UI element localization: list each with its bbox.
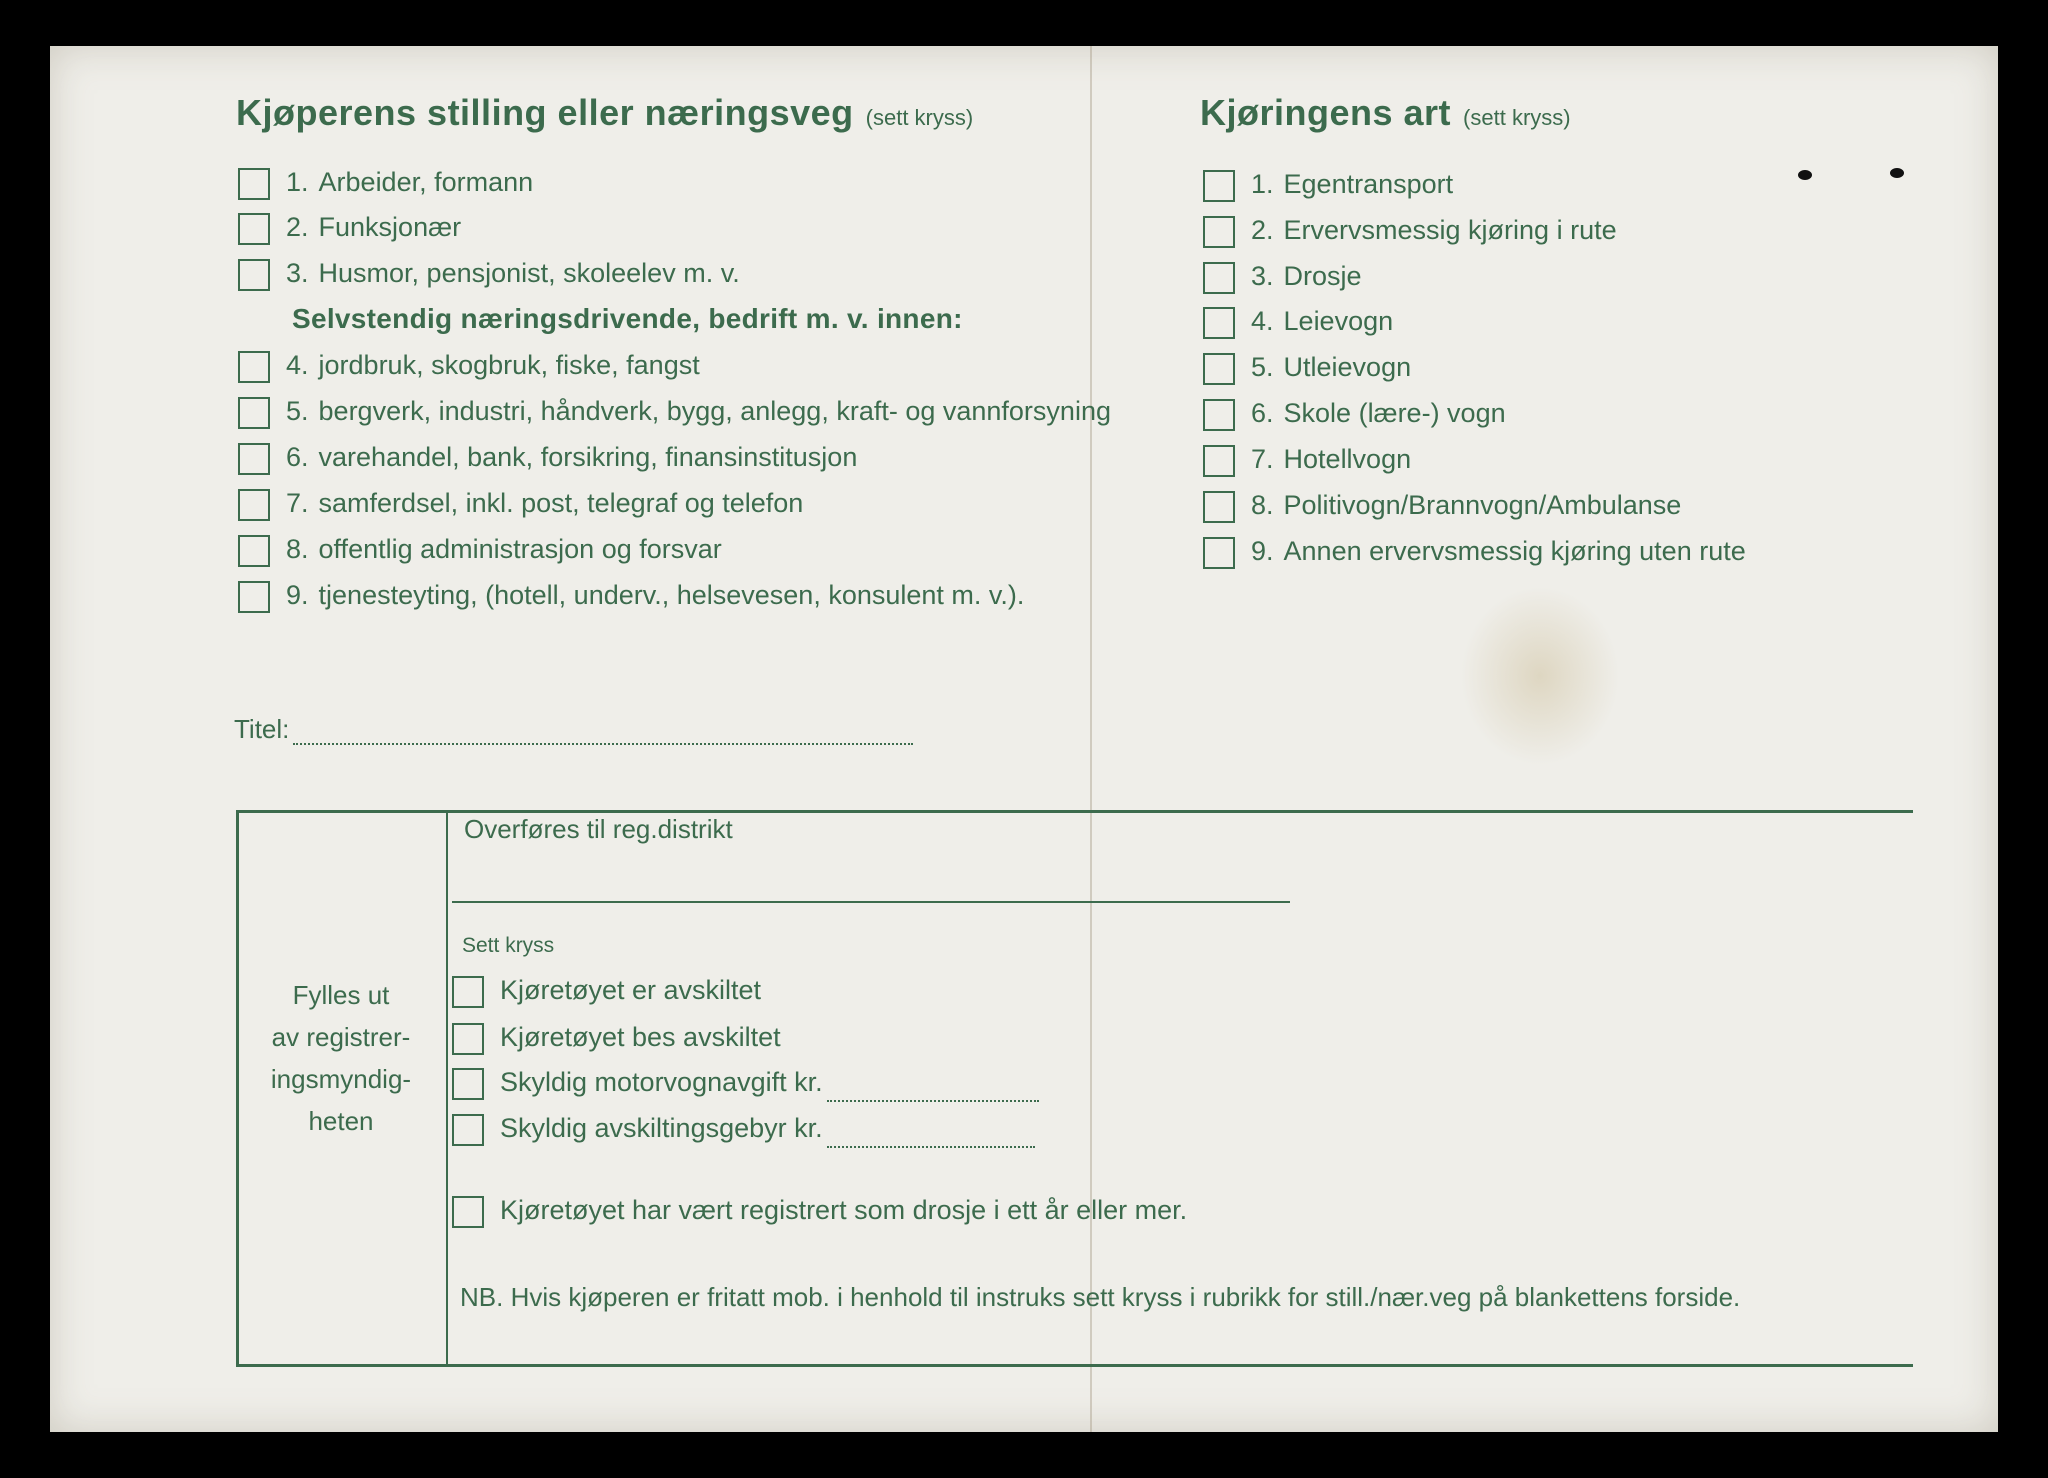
option-number: 4.	[1251, 306, 1274, 336]
option-number: 6.	[286, 442, 309, 472]
checkbox[interactable]	[1203, 262, 1235, 294]
checkbox[interactable]	[1203, 445, 1235, 477]
frame-border-left	[236, 810, 239, 1367]
ink-spot	[1890, 168, 1904, 178]
checkbox[interactable]	[238, 443, 270, 475]
checkbox[interactable]	[1203, 216, 1235, 248]
authority-check-plate-fee[interactable]	[452, 1108, 1035, 1148]
checkbox[interactable]	[238, 581, 270, 613]
option-label: bergverk, industri, håndverk, bygg, anlegg, kraft- og vannforsyning	[318, 396, 1111, 426]
checkbox[interactable]	[238, 535, 270, 567]
title-label: Titel:	[234, 714, 290, 744]
option-number: 6.	[1251, 398, 1274, 428]
driving-option-9[interactable]	[1203, 531, 1746, 571]
checkbox[interactable]	[1203, 491, 1235, 523]
driving-type-note: (sett kryss)	[1463, 105, 1571, 130]
checkbox[interactable]	[238, 259, 270, 291]
option-number: 9.	[1251, 536, 1274, 566]
check-instruction: Sett kryss	[462, 934, 555, 957]
option-number: 5.	[286, 396, 309, 426]
option-label: Ervervsmessig kjøring i rute	[1283, 215, 1617, 245]
option-label: Arbeider, formann	[318, 167, 534, 197]
nb-note: NB. Hvis kjøperen er fritatt mob. i henhold til instruks sett kryss i rubrikk for still./nær.veg på blankettens forside.	[460, 1282, 1741, 1312]
driving-option-5[interactable]	[1203, 347, 1411, 387]
option-label: Utleievogn	[1283, 352, 1412, 382]
checkbox[interactable]	[1203, 537, 1235, 569]
buyer-occupation-heading	[236, 92, 973, 134]
driving-option-8[interactable]	[1203, 485, 1681, 525]
option-number: 1.	[1251, 169, 1274, 199]
option-number: 3.	[286, 258, 309, 288]
occupation-option-6[interactable]	[238, 437, 857, 477]
option-number: 1.	[286, 167, 309, 197]
option-number: 5.	[1251, 352, 1274, 382]
check-label: Kjøretøyet er avskiltet	[500, 975, 762, 1005]
checkbox[interactable]	[238, 168, 270, 200]
driving-option-4[interactable]	[1203, 301, 1393, 341]
checkbox[interactable]	[1203, 399, 1235, 431]
side-label-line: av registrer-	[271, 1022, 411, 1052]
frame-border-bottom	[236, 1364, 1913, 1367]
option-label: Husmor, pensjonist, skoleelev m. v.	[318, 258, 740, 288]
occupation-option-5[interactable]	[238, 391, 1111, 431]
transfer-district-input-line[interactable]	[452, 901, 1290, 903]
check-label: Kjøretøyet har vært registrert som drosje i ett år eller mer.	[500, 1195, 1188, 1225]
authority-side-label	[250, 974, 432, 1142]
checkbox[interactable]	[1203, 170, 1235, 202]
authority-check-request-deregister[interactable]	[452, 1017, 781, 1057]
checkbox[interactable]	[452, 1068, 484, 1100]
option-label: jordbruk, skogbruk, fiske, fangst	[318, 350, 700, 380]
title-input-line[interactable]	[293, 721, 913, 745]
option-number: 3.	[1251, 261, 1274, 291]
checkbox[interactable]	[238, 397, 270, 429]
check-label: Skyldig motorvognavgift kr.	[500, 1067, 823, 1097]
frame-divider	[446, 810, 448, 1367]
option-label: Funksjonær	[318, 212, 462, 242]
checkbox[interactable]	[452, 1196, 484, 1228]
occupation-option-7[interactable]	[238, 483, 803, 523]
occupation-option-1[interactable]	[238, 162, 533, 202]
check-label: Kjøretøyet bes avskiltet	[500, 1022, 781, 1052]
side-label-line: Fylles ut	[292, 980, 390, 1010]
self-employed-subheading: Selvstendig næringsdrivende, bedrift m. v. innen:	[292, 303, 963, 334]
transfer-district-label: Overføres til reg.distrikt	[464, 814, 733, 844]
occupation-option-4[interactable]	[238, 345, 700, 385]
authority-check-taxi-history[interactable]	[452, 1190, 1187, 1230]
checkbox[interactable]	[1203, 353, 1235, 385]
checkbox[interactable]	[452, 1023, 484, 1055]
checkbox[interactable]	[238, 489, 270, 521]
ink-spot	[1798, 170, 1812, 180]
option-label: offentlig administrasjon og forsvar	[318, 534, 722, 564]
driving-type-title: Kjøringens art	[1200, 92, 1452, 133]
driving-option-6[interactable]	[1203, 393, 1506, 433]
option-number: 9.	[286, 580, 309, 610]
driving-option-2[interactable]	[1203, 210, 1617, 250]
option-number: 7.	[286, 488, 309, 518]
amount-input-line[interactable]	[827, 1078, 1039, 1102]
option-number: 2.	[286, 212, 309, 242]
option-label: varehandel, bank, forsikring, finansinstitusjon	[318, 442, 858, 472]
driving-option-3[interactable]	[1203, 256, 1362, 296]
paper-stain	[1460, 586, 1620, 766]
option-number: 8.	[286, 534, 309, 564]
checkbox[interactable]	[452, 976, 484, 1008]
checkbox[interactable]	[452, 1114, 484, 1146]
checkbox[interactable]	[1203, 307, 1235, 339]
option-label: samferdsel, inkl. post, telegraf og telefon	[318, 488, 804, 518]
option-label: Drosje	[1283, 261, 1362, 291]
checkbox[interactable]	[238, 213, 270, 245]
option-label: Annen ervervsmessig kjøring uten rute	[1283, 536, 1746, 566]
title-field[interactable]	[234, 714, 913, 745]
option-label: Hotellvogn	[1283, 444, 1412, 474]
option-number: 4.	[286, 350, 309, 380]
check-label: Skyldig avskiltingsgebyr kr.	[500, 1113, 823, 1143]
occupation-option-3[interactable]	[238, 253, 740, 293]
driving-option-1[interactable]	[1203, 164, 1453, 204]
side-label-line: ingsmyndig-	[270, 1064, 412, 1094]
authority-check-vehicle-tax[interactable]	[452, 1062, 1039, 1102]
option-number: 7.	[1251, 444, 1274, 474]
option-number: 2.	[1251, 215, 1274, 245]
driving-type-heading	[1200, 92, 1571, 134]
option-number: 8.	[1251, 490, 1274, 520]
occupation-option-9[interactable]	[238, 575, 1024, 615]
option-label: Egentransport	[1283, 169, 1454, 199]
option-label: Politivogn/Brannvogn/Ambulanse	[1283, 490, 1682, 520]
option-label: Leievogn	[1283, 306, 1394, 336]
side-label-line: heten	[308, 1106, 374, 1136]
checkbox[interactable]	[238, 351, 270, 383]
occupation-option-2[interactable]	[238, 207, 461, 247]
authority-check-deregistered[interactable]	[452, 970, 761, 1010]
frame-border-top	[236, 810, 1913, 813]
buyer-occupation-title: Kjøperens stilling eller næringsveg	[236, 92, 854, 133]
driving-option-7[interactable]	[1203, 439, 1411, 479]
option-label: tjenesteyting, (hotell, underv., helsevesen, konsulent m. v.).	[318, 580, 1025, 610]
occupation-option-8[interactable]	[238, 529, 722, 569]
amount-input-line[interactable]	[827, 1124, 1035, 1148]
option-label: Skole (lære-) vogn	[1283, 398, 1506, 428]
buyer-occupation-note: (sett kryss)	[865, 105, 974, 130]
